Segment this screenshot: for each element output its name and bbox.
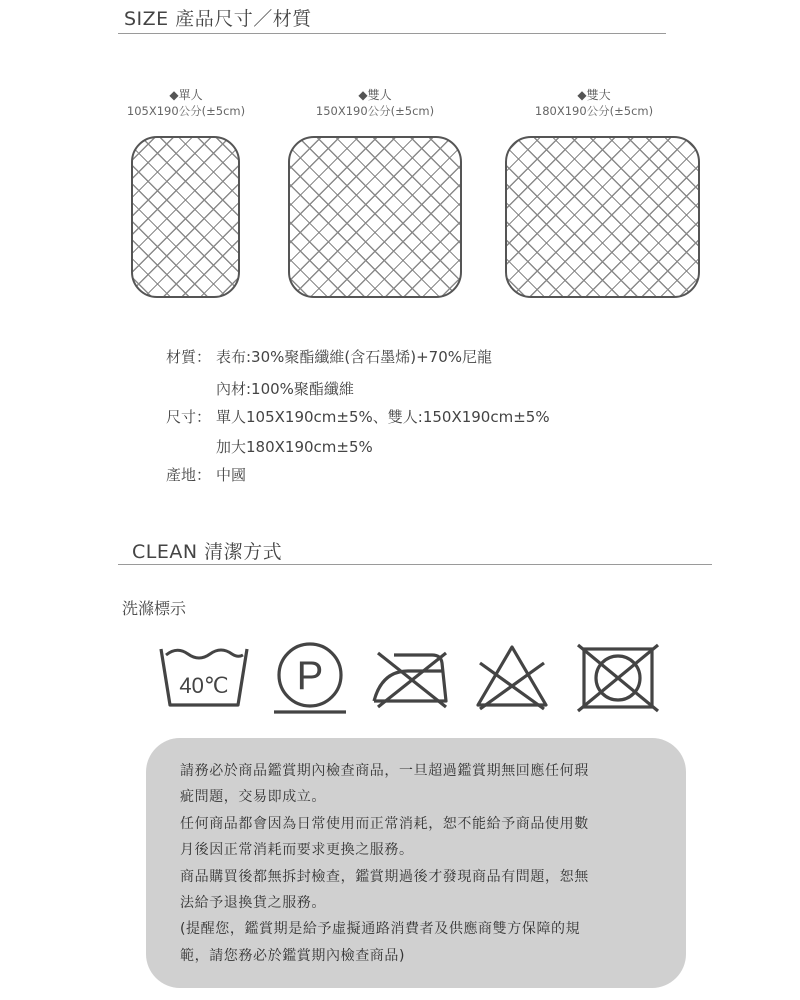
size-name-double: ◆雙人 [358, 88, 392, 102]
notice-line: 商品購買後都無拆封檢查，鑑賞期過後才發現商品有問題，恕無 [180, 868, 589, 885]
notice-line: 任何商品都會因為日常使用而正常消耗，恕不能給予商品使用數 [180, 815, 589, 832]
size-spec-line-1: 單人105X190cm±5%、雙人:150X190cm±5% [216, 408, 550, 426]
wash-temp-label: 40℃ [179, 673, 229, 698]
dry-clean-letter: P [296, 654, 324, 698]
pad-single-illustration [131, 136, 240, 298]
size-dims-double: 150X190公分(±5cm) [315, 104, 435, 118]
no-bleach-icon [474, 643, 550, 711]
return-policy-notice [146, 738, 686, 988]
size-label-queen [484, 87, 704, 119]
size-spec-label: 尺寸： [166, 408, 212, 426]
size-label-double [265, 87, 485, 119]
size-name-single: ◆單人 [169, 88, 203, 102]
material-line-2: 內材:100%聚酯纖維 [216, 380, 354, 398]
no-iron-icon [368, 645, 452, 711]
wash-label: 洗滌標示 [122, 599, 187, 618]
pad-double-illustration [288, 136, 462, 298]
origin-value: 中國 [216, 466, 247, 484]
notice-line: 法給予退換貨之服務。 [180, 895, 326, 912]
no-tumble-dry-icon [576, 643, 660, 713]
size-dims-queen: 180X190公分(±5cm) [534, 104, 654, 118]
notice-line: 請務必於商品鑑賞期內檢查商品，一旦超過鑑賞期無回應任何瑕 [180, 763, 589, 779]
size-spec-line-2: 加大180X190cm±5% [216, 438, 373, 456]
pad-queen-illustration [505, 136, 700, 298]
size-label-single [76, 87, 296, 119]
notice-line: 疵問題，交易即成立。 [180, 789, 326, 806]
wash-40-icon [157, 643, 251, 711]
origin-label: 產地： [166, 466, 212, 484]
dry-clean-p-icon [268, 640, 352, 714]
size-section-rule [118, 33, 666, 34]
size-dims-single: 105X190公分(±5cm) [126, 104, 246, 118]
size-section-title: SIZE 產品尺寸／材質 [124, 8, 312, 30]
notice-line: 範，請您務必於鑑賞期內檢查商品) [180, 947, 406, 964]
notice-line: 月後因正常消耗而要求更換之服務。 [180, 842, 414, 859]
material-label: 材質： [166, 348, 212, 366]
material-line-1: 表布:30%聚酯纖維(含石墨烯)+70%尼龍 [216, 348, 493, 366]
size-name-queen: ◆雙大 [577, 88, 611, 102]
clean-section-rule [118, 564, 712, 565]
notice-line: (提醒您，鑑賞期是給予虛擬通路消費者及供應商雙方保障的規 [180, 921, 581, 938]
clean-section-title: CLEAN 清潔方式 [132, 541, 283, 563]
